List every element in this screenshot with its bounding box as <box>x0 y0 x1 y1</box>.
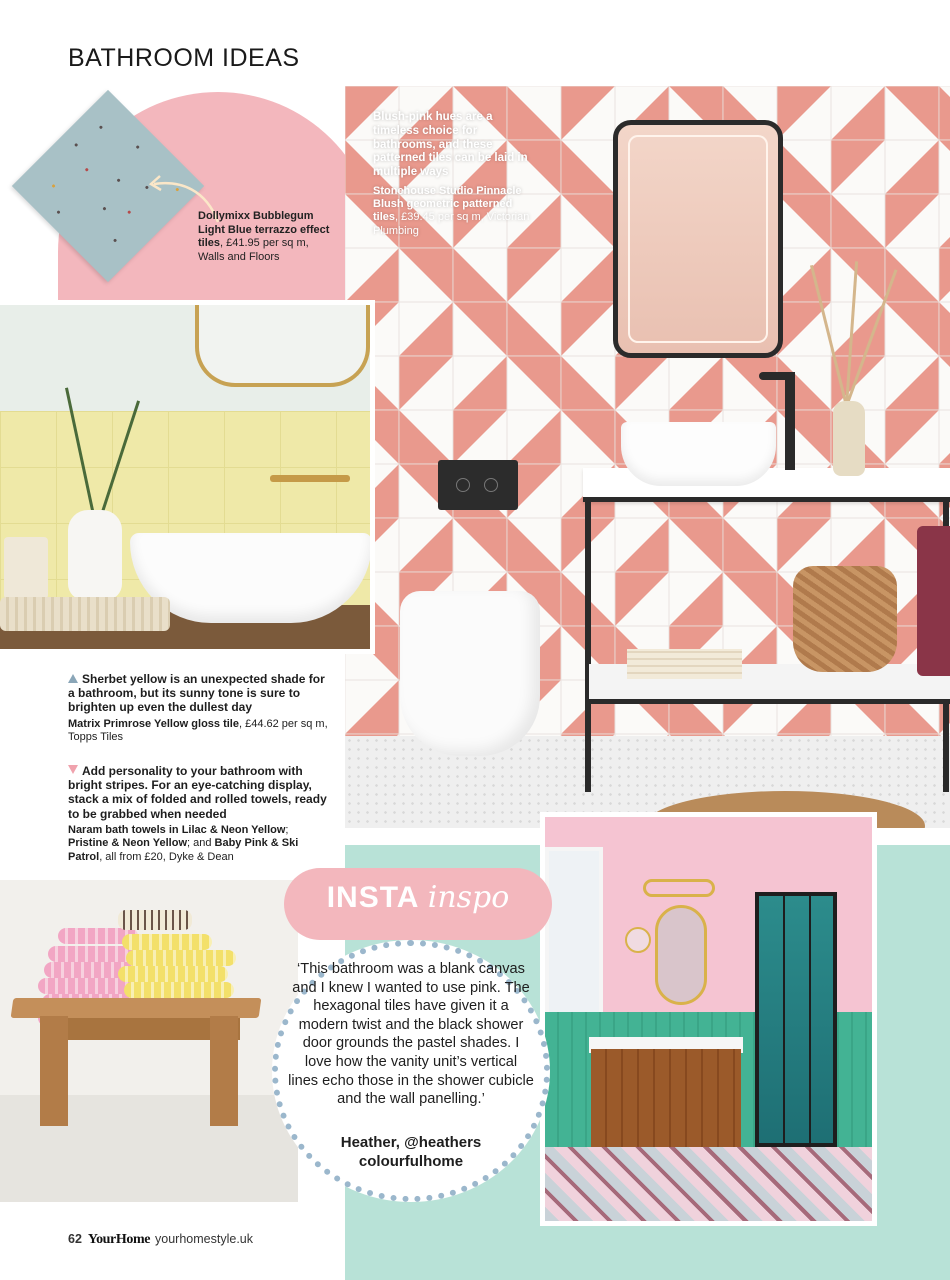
illuminated-mirror <box>613 120 783 358</box>
hero-product-name: Stonehouse Studio Pinnacle Blush geometric patterned tiles <box>373 185 522 224</box>
triangle-up-icon <box>68 674 78 683</box>
round-mirror <box>625 927 651 953</box>
ceramic-vase <box>833 401 865 476</box>
yellow-product-details: , £44.62 per sq m, Topps Tiles <box>68 717 328 744</box>
pink-green-bathroom-photo <box>540 812 877 1226</box>
wooden-bench <box>11 998 262 1018</box>
insta-quote: ‘This bathroom was a blank canvas and I knew I wanted to use pink. The hexagonal tiles have given it a modern twist and the black shower door grounds the pastel shades. I love how the vanity unit’s vertical lines echo those in the shower cubicle and the wall panelling.’ <box>288 961 534 1108</box>
terrazzo-product-name: Dollymixx Bubblegum Light Blue terrazzo effect tiles <box>198 210 330 249</box>
hanging-towel <box>917 526 950 676</box>
black-tap <box>785 372 795 470</box>
patterned-floor <box>545 1147 872 1221</box>
insta-attribution: Heather, @heathers colourfulhome <box>340 1134 482 1170</box>
towels-product-3: Baby Pink & Ski Patrol <box>68 837 299 863</box>
yellow-bathroom-photo <box>0 300 375 654</box>
flush-plate <box>438 460 518 510</box>
yellow-caption <box>68 672 330 745</box>
section-title: BATHROOM IDEAS <box>68 44 300 72</box>
pill-mirror <box>655 905 707 1005</box>
black-tap-spout <box>759 372 793 380</box>
yellow-product-name: Matrix Primrose Yellow gloss tile <box>68 717 239 730</box>
inspo-script-word: inspo <box>427 880 510 915</box>
website-url: yourhomestyle.uk <box>155 1232 253 1246</box>
folded-towels <box>627 649 742 679</box>
wicker-basket <box>793 566 897 672</box>
window <box>545 847 603 1017</box>
yellow-caption-lead: Sherbet yellow is an unexpected shade for a bathroom, but its sunny tone is sure to brighten up even the dullest day <box>68 672 325 715</box>
hero-product-details: , £39.45 per sq m, Victorian Plumbing <box>373 211 530 237</box>
terrazzo-details: , £41.95 per sq m, Walls and Floors <box>198 237 309 263</box>
towels-caption: Add personality to your bathroom with bright stripes. For an eye-catching display, stack a mix of folded and rolled towels, ready to be grabbed when needed Naram bath towels in Lilac & Neon Yellow; Pristine & Neon Yellow; and Baby Pink & Ski Patrol, all from £20, Dyke & Dean <box>68 764 327 863</box>
brass-mirror <box>195 300 370 387</box>
towels-caption-lead: Add personality to your bathroom with bright stripes. For an eye-catching display, stack a mix of folded and rolled towels, ready to be grabbed when needed <box>68 764 327 821</box>
towels-product-1: Naram bath towels in Lilac & Neon Yellow <box>68 823 286 836</box>
insta-inspo-heading <box>284 880 552 915</box>
triangle-down-icon <box>68 765 78 774</box>
towels-product-details: , all from £20, Dyke & Dean <box>99 850 234 863</box>
page-footer <box>68 1232 253 1248</box>
brass-tap <box>270 475 350 482</box>
hero-caption-product <box>373 185 538 238</box>
towels-product-2: Pristine & Neon Yellow <box>68 837 187 850</box>
magazine-brand: YourHome <box>87 1232 151 1247</box>
brass-wall-light <box>643 879 715 897</box>
towels-on-bench-photo <box>0 880 298 1202</box>
wall-hung-toilet <box>400 591 540 756</box>
white-vase <box>68 510 122 600</box>
folded-hand-towel <box>0 597 170 631</box>
insta-word: INSTA <box>326 881 419 914</box>
page-number: 62 <box>68 1232 82 1246</box>
candle <box>4 537 48 599</box>
countertop-basin <box>621 422 776 486</box>
black-shower-door <box>755 892 837 1147</box>
console-leg <box>585 502 591 792</box>
terrazzo-caption <box>198 210 338 264</box>
hero-caption-lead: Blush-pink hues are a timeless choice for bathrooms, and these patterned tiles can be laid in multiple ways <box>373 111 528 179</box>
